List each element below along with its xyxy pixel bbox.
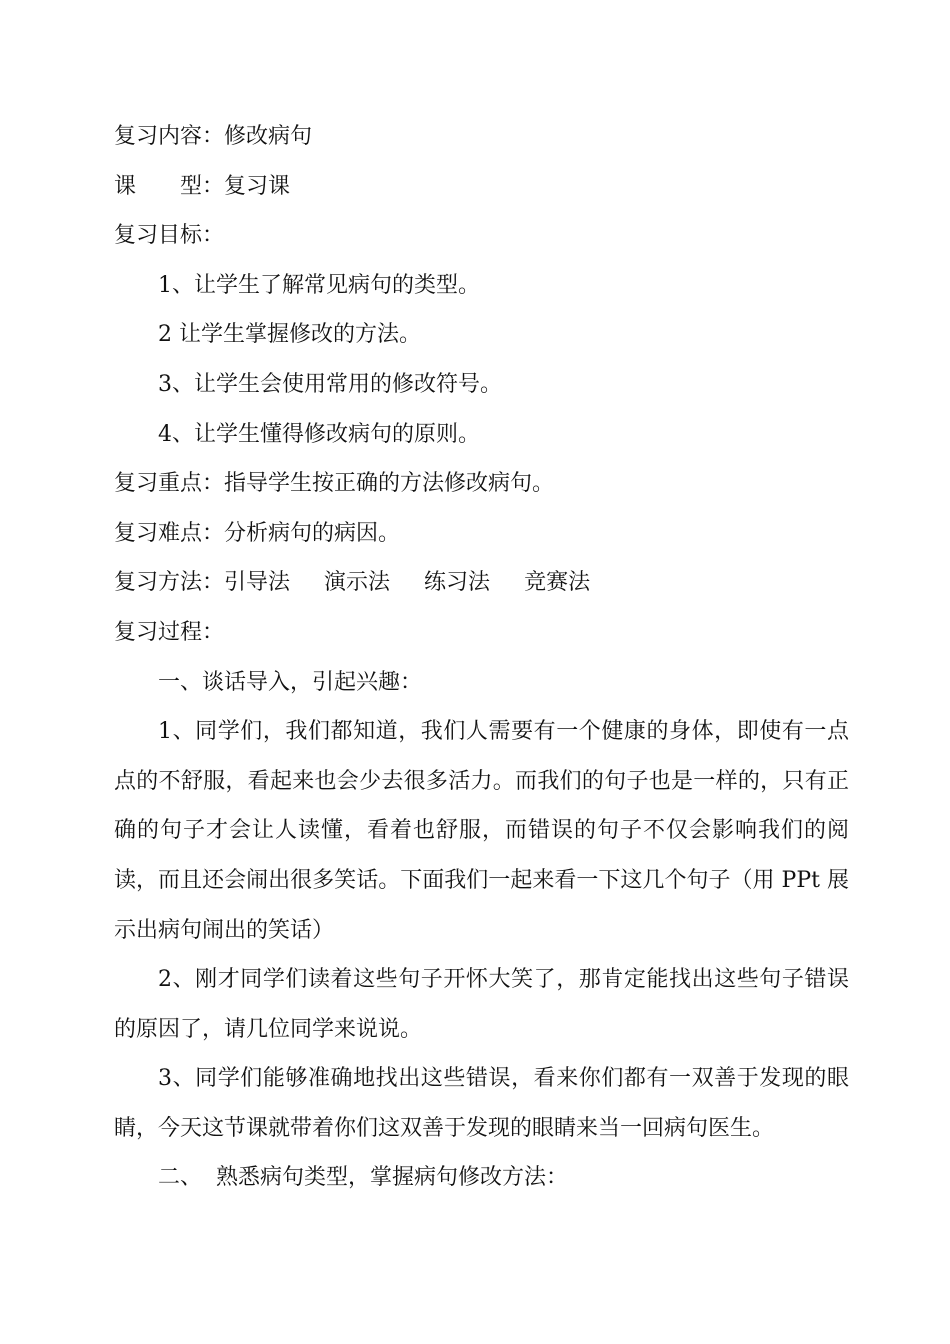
lesson-type-line	[114, 162, 849, 212]
review-difficulty-value: 分析病句的病因。	[224, 520, 401, 546]
method-item-1: 引导法	[224, 570, 291, 596]
section-2-number: 二、	[158, 1165, 203, 1191]
lesson-type-label-a: 课	[114, 173, 137, 199]
lesson-type-label-b: 型：	[180, 173, 225, 199]
method-item-4: 竞赛法	[524, 570, 591, 596]
review-content-line	[114, 112, 849, 162]
review-focus-line	[114, 459, 849, 509]
review-focus-value: 指导学生按正确的方法修改病句。	[224, 471, 555, 497]
process-paragraph-1: 1、同学们，我们都知道，我们人需要有一个健康的身体，即使有一点点的不舒服，看起来也会少去很多活力。而我们的句子也是一样的，只有正确的句子才会让人读懂，看着也舒服，而错误的句子不仅会影响我们的阅读，而且还会闹出很多笑话。下面我们一起来看一下这几个句子（用 PPt 展示出病句闹出的笑话）	[114, 719, 849, 943]
review-goals-label: 复习目标：	[114, 223, 225, 249]
review-content-label: 复习内容：	[114, 124, 225, 149]
review-focus-label: 复习重点：	[114, 471, 225, 497]
review-methods-label: 复习方法：	[114, 570, 225, 596]
goal-item-4: 4、让学生懂得修改病句的原则。	[158, 421, 480, 447]
goal-item-1: 1、让学生了解常见病句的类型。	[158, 272, 480, 298]
process-paragraph-2: 2、刚才同学们读着这些句子开怀大笑了，那肯定能找出这些句子错误的原因了，请几位同学来说说。	[114, 967, 849, 1042]
review-difficulty-line	[114, 509, 849, 559]
review-process-label: 复习过程：	[114, 619, 225, 645]
method-item-2: 演示法	[324, 570, 391, 596]
goal-item-3: 3、让学生会使用常用的修改符号。	[158, 371, 502, 397]
document-body	[114, 112, 849, 1203]
process-paragraph-3: 3、同学们能够准确地找出这些错误，看来你们都有一双善于发现的眼睛，今天这节课就带着你们这双善于发现的眼睛来当一回病句医生。	[114, 1066, 849, 1141]
review-difficulty-label: 复习难点：	[114, 520, 225, 546]
review-content-value: 修改病句	[224, 124, 313, 149]
section-2-title-line	[114, 1153, 849, 1203]
section-1-title: 一、谈话导入，引起兴趣：	[158, 669, 423, 695]
goal-item-2: 2 让学生掌握修改的方法。	[158, 322, 421, 348]
section-2-title: 熟悉病句类型，掌握病句修改方法：	[216, 1165, 569, 1191]
review-methods-line	[114, 558, 849, 608]
lesson-type-value: 复习课	[224, 173, 291, 199]
method-item-3: 练习法	[424, 570, 491, 596]
